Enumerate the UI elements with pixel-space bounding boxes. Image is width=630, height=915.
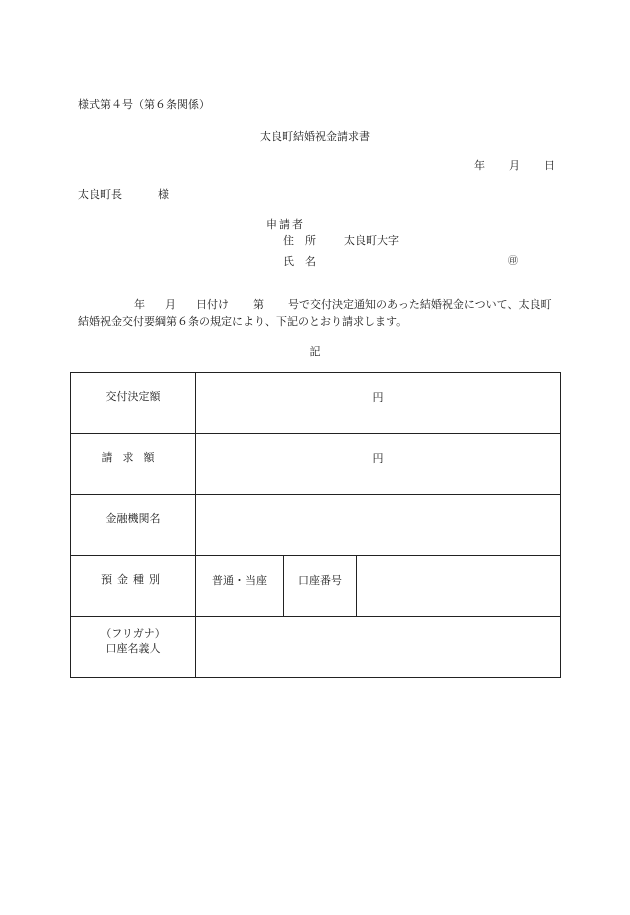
table-row bbox=[71, 556, 561, 617]
bank-field[interactable] bbox=[196, 495, 561, 556]
account-holder-kana-label: （フリガナ） bbox=[100, 627, 166, 640]
account-holder-field[interactable] bbox=[196, 617, 561, 678]
address-label: 住所 bbox=[283, 234, 327, 247]
grant-amount-label: 交付決定額 bbox=[71, 373, 196, 434]
account-holder-label: 口座名義人 bbox=[105, 642, 161, 655]
deposit-type-label: 預金種別 bbox=[71, 556, 196, 617]
address-value: 太良町大字 bbox=[344, 234, 399, 247]
seal-mark: ㊞ bbox=[508, 256, 518, 267]
date-line bbox=[450, 159, 555, 173]
table-row bbox=[71, 495, 561, 556]
statement-year: 年 bbox=[134, 298, 145, 311]
table-row bbox=[71, 434, 561, 495]
request-amount-field[interactable] bbox=[196, 434, 561, 495]
date-month-label: 月 bbox=[509, 159, 520, 172]
addressee bbox=[78, 188, 169, 202]
statement-number-prefix: 第 bbox=[253, 298, 264, 311]
request-amount-label: 請求額 bbox=[71, 434, 196, 495]
request-statement bbox=[78, 296, 560, 330]
document-title: 太良町結婚祝金請求書 bbox=[260, 130, 370, 143]
statement-day: 日付け bbox=[196, 298, 229, 311]
grant-amount-unit: 円 bbox=[372, 391, 384, 404]
name-label: 氏名 bbox=[283, 255, 327, 268]
statement-month: 月 bbox=[165, 298, 176, 311]
deposit-type-value[interactable]: 普通・当座 bbox=[196, 556, 284, 617]
form-number: 様式第４号（第６条関係） bbox=[78, 98, 210, 111]
grant-amount-field[interactable] bbox=[196, 373, 561, 434]
addressee-suffix: 様 bbox=[158, 188, 169, 201]
account-number-field[interactable] bbox=[357, 556, 561, 617]
applicant-heading: 申請者 bbox=[266, 218, 305, 231]
request-amount-unit: 円 bbox=[372, 452, 384, 465]
statement-text: 号で交付決定通知のあった結婚祝金について、太良町結婚祝金交付要綱第６条の規定により、下記のとおり請求します。 bbox=[78, 298, 552, 328]
request-table bbox=[70, 372, 561, 678]
table-row bbox=[71, 617, 561, 678]
table-row bbox=[71, 373, 561, 434]
date-year-label: 年 bbox=[474, 159, 485, 172]
date-day-label: 日 bbox=[544, 159, 555, 172]
account-number-label: 口座番号 bbox=[284, 556, 357, 617]
addressee-name: 太良町長 bbox=[78, 188, 122, 201]
ki-heading: 記 bbox=[309, 345, 321, 358]
account-holder-label-cell bbox=[71, 617, 196, 678]
bank-label: 金融機関名 bbox=[71, 495, 196, 556]
